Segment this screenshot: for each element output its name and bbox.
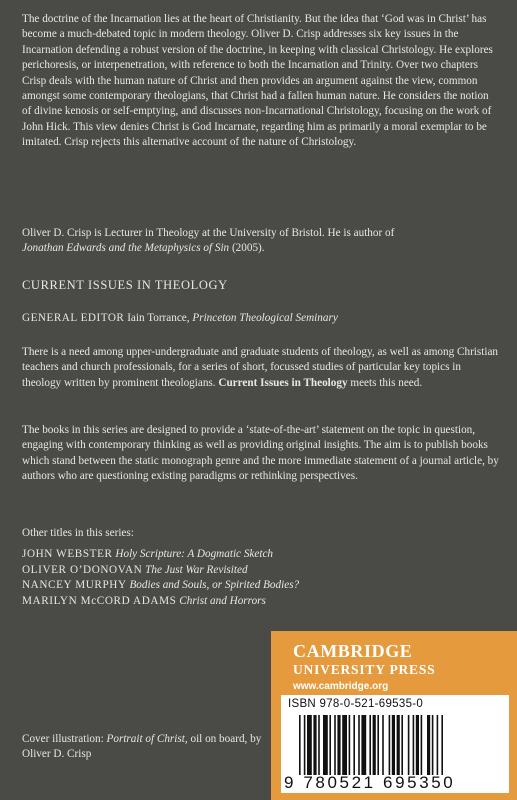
series-editor [22,312,338,324]
series-aims: The books in this series are designed to provide a ‘state-of-the-art’ statement on the topic in question, engaging with contemporary thinking as well as providing original insights. The aim is to publish books which stand between the static monograph genre and the more immediate statement of a journal article, by authors who are questioning existing paradigms or rethinking perspectives. [22,424,499,483]
list-item [22,563,299,579]
barcode-digits: 9 780521 695350 [284,773,456,792]
title-author: JOHN WEBSTER [22,548,113,560]
title-author: NANCEY MURPHY [22,579,127,592]
series-name-bold: Current Issues in Theology [218,376,348,389]
list-item [22,547,299,563]
cover-illustration-credit [22,732,272,763]
title-author: MARILYN McCORD ADAMS [22,594,177,607]
title-name: The Just War Revisited [145,563,248,576]
isbn-number: ISBN 978-0-521-69535-0 [288,698,424,710]
title-author: OLIVER O’DONOVAN [22,563,143,576]
list-item [22,578,299,594]
author-bio [22,226,500,257]
author-previous-book-title: Jonathan Edwards and the Metaphysics of Sin [22,242,230,255]
cover-illustration-title: Portrait of Christ [106,733,185,745]
title-name: Holy Scripture: A Dogmatic Sketch [115,548,274,560]
barcode-icon [299,715,495,775]
other-titles-label: Other titles in this series: [22,527,134,539]
title-name: Christ and Horrors [179,594,266,607]
publisher-name: CAMBRIDGE [293,641,413,661]
other-titles-list [22,547,299,609]
publisher-subtitle: UNIVERSITY PRESS [293,662,436,677]
series-editor-label: GENERAL EDITOR [22,312,125,324]
cover-illustration-rest: , oil on board, by Oliver D. Crisp [22,733,262,761]
barcode-panel [281,695,509,793]
series-description-end: meets this need. [347,376,423,389]
cover-illustration-label: Cover illustration: [22,733,107,745]
series-editor-name: Iain Torrance, [124,312,193,324]
publisher-website: www.cambridge.org [293,681,389,692]
title-name: Bodies and Souls, or Spirited Bodies? [129,579,300,592]
series-description [22,345,500,391]
publisher-box [271,631,517,800]
series-description-text: There is a need among upper-undergraduate and graduate students of theology, as well as among Christian teachers and church professionals, for a series of short, focussed studies of particular key topics in theology written by prominent theologians. [22,346,499,389]
series-editor-affiliation: Princeton Theological Seminary [192,312,338,324]
list-item [22,594,299,610]
author-previous-book-year: (2005). [229,242,265,255]
author-bio-text: Oliver D. Crisp is Lecturer in Theology at the University of Bristol. He is author of [22,227,395,239]
series-heading: CURRENT ISSUES IN THEOLOGY [22,278,228,292]
book-blurb: The doctrine of the Incarnation lies at the heart of Christianity. But the idea that ‘God was in Christ’ has become a much-debated topic in modern theology. Oliver D. Crisp addresses six key issues in the Incarnation defending a robust version of the doctrine, in keeping with classical Christology. He explores perichoresis, or interpenetration, with reference to both the Incarnation and Trinity. Over two chapters Crisp deals with the human nature of Christ and then provides an argument against the view, common amongst some contemporary theologians, that Christ had a fallen human nature. He considers the notion of divine kenosis or self-emptying, and discusses non-Incarnational Christology, focusing on the work of John Hick. This view denies Christ is God Incarnate, regarding him as primarily a moral exemplar to be imitated. Crisp rejects this alternative account of the nature of Christology. [22,13,493,149]
